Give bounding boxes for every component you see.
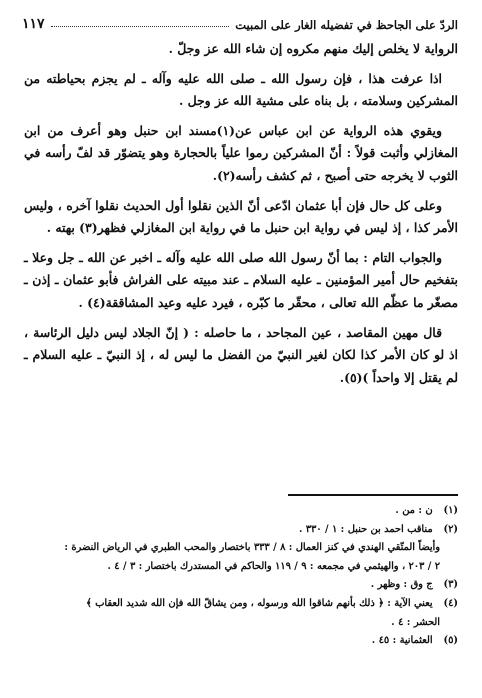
footnote-number: (٤) — [443, 597, 458, 609]
footnote-continuation: الحشر : ٤ . — [391, 616, 440, 628]
footnote — [22, 502, 458, 521]
paragraph: اذا عرفت هذا ، فإن رسول الله ـ صلى الله عليه وآله ـ لم يجزم بحياطته من المشركين وسلامته ، بل بناه على مشية الله عز وجل . — [24, 70, 458, 109]
paragraph: الرواية لا يخلص إليك منهم مكروه إن شاء الله عز وجلّ . — [168, 41, 458, 56]
footnote-text: مناقب احمد بن حنبل : ١ / ٣٣٠ . — [298, 523, 433, 535]
paragraph: ويقوي هذه الرواية عن ابن عباس عن(١)مسند ابن حنبل وهو أعرف من ابن المغازلي وأثبت قولاً : أنّ المشركين رموا علياً بالحجارة وهو يتضوّر قد لفّ رأسه في الثوب لا يخرجه حتى أصبح ، ثم كشف رأسه(٢). — [24, 122, 458, 183]
footnote-number: (٢) — [443, 523, 458, 535]
main-text — [24, 38, 458, 396]
footnote-number: (٥) — [443, 635, 458, 647]
paragraph: وعلى كل حال فإن أبا عثمان ادّعى أنّ الذين نقلوا أول الحديث نقلوا آخره ، وليس الأمر كذا ، إذ ليس في رواية ابن حنبل ما في رواية ابن المغازلي فظهر(٣) بهته . — [24, 197, 458, 236]
footnote — [22, 576, 458, 595]
footnote-number: (٣) — [443, 579, 458, 591]
footnote — [22, 521, 458, 540]
footnote — [22, 595, 458, 614]
footnote — [22, 632, 458, 651]
footnote-number: (١) — [443, 505, 458, 516]
footnote-continuation: وأيضاً المتّقي الهندي في كنز العمال : ٨ / ٣٣٣ باختصار والمحب الطبري في الرياض النضرة : — [64, 542, 440, 554]
footnote-continuation: ٢ / ٢٠٣ ، والهيثمي في مجمعه : ٩ / ١١٩ والحاكم في المستدرك باختصار : ٣ / ٤ . — [107, 560, 440, 572]
footnote-text: ن : من . — [395, 505, 433, 516]
paragraph: والجواب التام : بما أنّ رسول الله صلى الله عليه وآله ـ اخبر عن الله ـ جل وعلا ـ بتفخيم حال أمير المؤمنين ـ عليه السلام ـ عند مبيته على الفراش فأبو عثمان ـ إذن ـ مصغّر ما عظّم الله تعالى ، محقّر ما كبّره ، فيرد عليه وعيد المشاققة(٤) . — [24, 249, 458, 310]
header-title: الردّ على الجاحظ في تفضيله الغار على المبيت — [235, 18, 458, 32]
footnote-text: يعني الآية : ﴿ ذلك بأنهم شاقوا الله ورسوله ، ومن يشاقّ الله فإن الله شديد العقاب ﴾ — [85, 597, 433, 609]
footnote-text: ج وق : وظهر . — [370, 579, 433, 591]
footnotes — [22, 502, 458, 651]
footnote-separator — [288, 494, 458, 496]
paragraph: قال مهين المقاصد ، عين المجاحد ، ما حاصله : ( إنّ الجلاد ليس دليل الرئاسة ، اذ لو كان الأمر كذا لكان لغير النبيّ من الفضل ما ليس له ، إذ النبيّ ـ عليه السلام ـ لم يقتل إلا واحداً )(٥). — [24, 324, 458, 385]
footnote-text: العثمانية : ٤٥ . — [371, 635, 433, 647]
header-dotted-leader — [51, 26, 230, 27]
running-header — [22, 10, 458, 32]
page-number: ١١٧ — [22, 16, 45, 32]
